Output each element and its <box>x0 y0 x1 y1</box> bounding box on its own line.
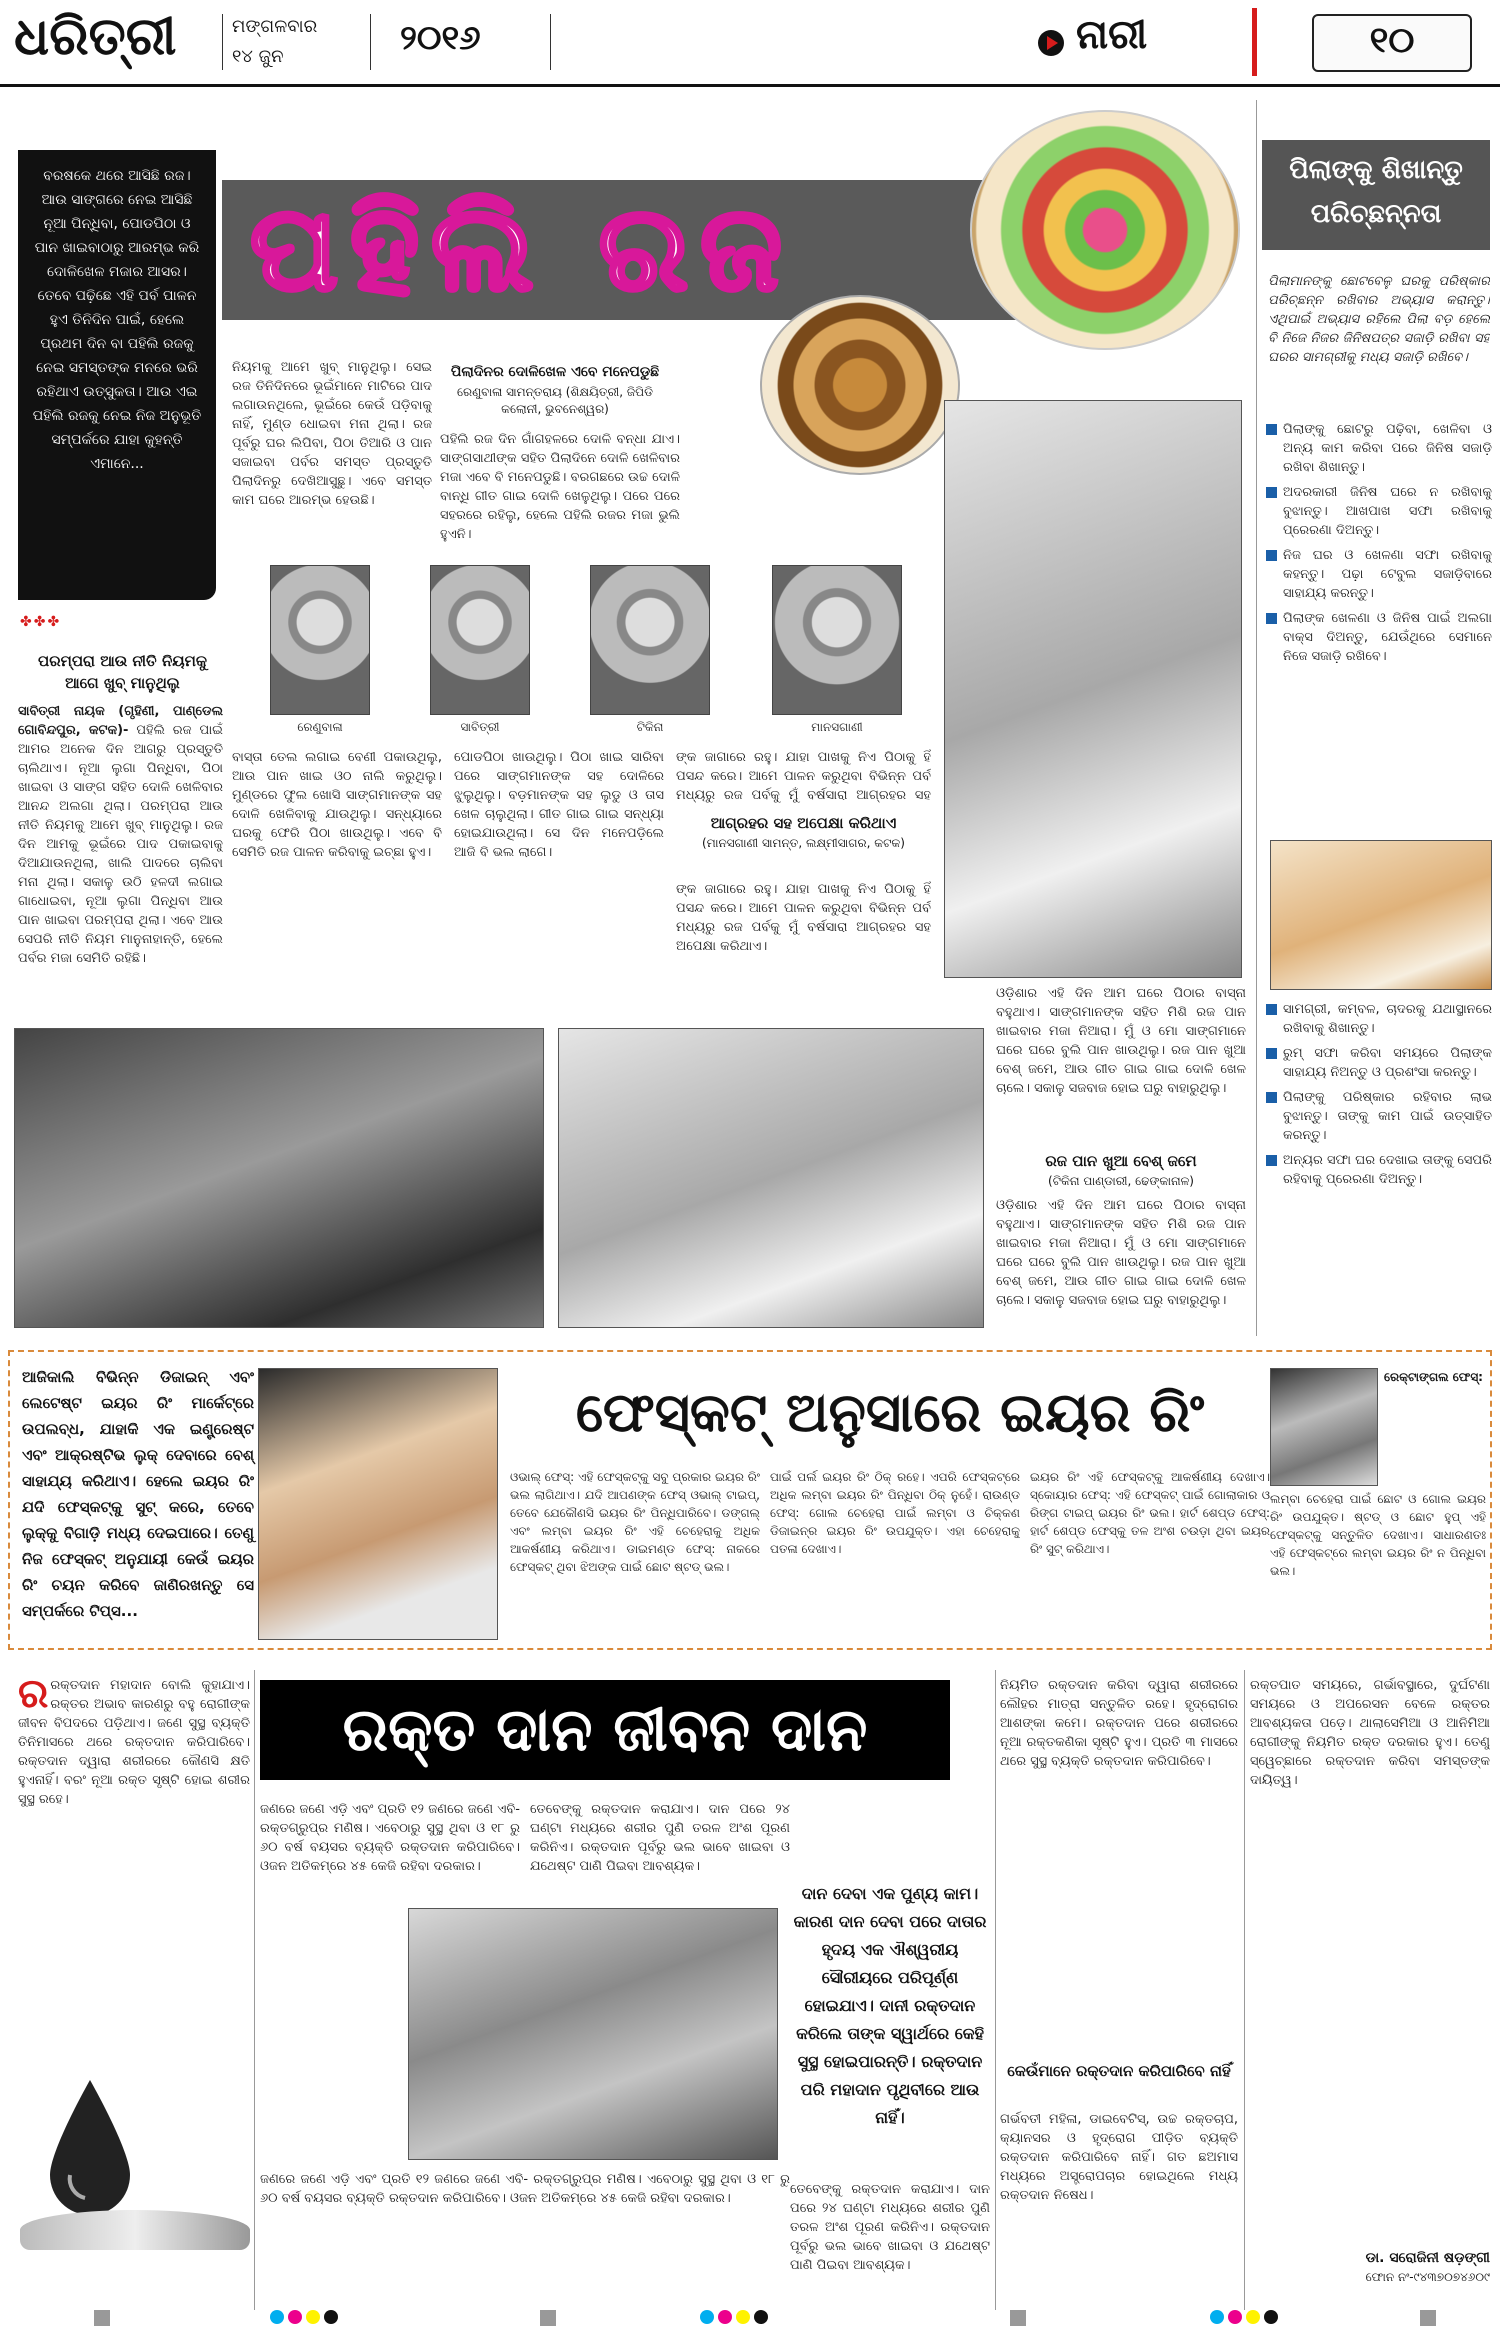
earring-intro <box>22 1364 254 1624</box>
earring-side <box>1384 1368 1488 1386</box>
portrait-caption: ଟିକିନା <box>636 720 664 734</box>
blood-intro-col <box>18 1676 250 2026</box>
portrait-photo <box>430 565 530 715</box>
decor-left-dots: ✤✤✤ <box>20 614 62 630</box>
earring-title: ଫେସ୍‌କଟ୍ ଅନୁସାରେ ଇୟର ରିଂ <box>575 1381 1205 1444</box>
raja-bottom-col2 <box>454 748 664 1018</box>
kids-tip <box>1266 546 1492 603</box>
kids-bottom-tips <box>1266 1000 1492 1330</box>
agrah-heading-block <box>676 812 931 852</box>
blood-col3-body: ତେବେଙ୍କୁ ରକ୍ତଦାନ କରାଯାଏ। ଦାନ ପରେ ୨୪ ଘଣ୍ଟା ମଧ୍ୟରେ ଶରୀର ପୁଣି ତରଳ ଅଂଶ ପୂରଣ କରିନିଏ। ରକ୍ତଦାନ ପୂର୍ବରୁ ଭଲ ଭାବେ ଖାଇବା ଓ ଯଥେଷ୍ଟ ପାଣି ପିଇବା ଆବଶ୍ୟକ। <box>530 1802 790 1874</box>
blood-col5 <box>1250 1676 1490 2196</box>
portrait-photo <box>270 565 370 715</box>
earring-col2 <box>770 1468 1020 1638</box>
raja-subheading-left <box>30 650 215 694</box>
blood-signature-name: ଡା. ସରୋଜିନୀ ଷଡ଼ଙ୍ଗୀ <box>1365 2250 1490 2266</box>
pan-body: ଓଡ଼ିଶାର ଏହି ଦିନ ଆମ ଘରେ ପିଠାର ବାସ୍ନା ବହୁଥାଏ। ସାଙ୍ଗମାନଙ୍କ ସହିତ ମିଶି ରଜ ପାନ ଖାଇବାର ମଜା ନିଆରା। ମୁଁ ଓ ମୋ ସାଙ୍ଗମାନେ ଘରେ ଘରେ ବୁଲି ପାନ ଖାଉଥିଲୁ। ରଜ ପାନ ଖୁଆ ବେଶ୍ ଜମେ, ଆଉ ଗୀତ ଗାଇ ଗାଇ ଦୋଳି ଖେଳ ଚାଲେ। ସକାଳୁ ସଜବାଜ ହୋଇ ଘରୁ ବାହାରୁଥିଲୁ। <box>996 1198 1246 1308</box>
kids-tip-text: ନିଜ ଘର ଓ ଖେଳଣା ସଫା ରଖିବାକୁ କହନ୍ତୁ। ପଢ଼ା ଟେବୁଲ ସଜାଡ଼ିବାରେ ସାହାଯ୍ୟ କରନ୍ତୁ। <box>1283 548 1492 601</box>
dolikhela-heading-block <box>440 362 670 418</box>
swing-photo-wide-mid <box>558 1028 984 1328</box>
registration-square <box>94 2310 110 2326</box>
earring-side-heading: ରେକ୍ଟାଙ୍ଗଲ ଫେସ୍: <box>1384 1370 1483 1384</box>
blood-intro-text: ରକ୍ତଦାନ ମହାଦାନ ବୋଲି କୁହାଯାଏ। ରକ୍ତର ଅଭାବ କାରଣରୁ ବହୁ ରୋଗୀଙ୍କ ଜୀବନ ବିପଦରେ ପଡ଼ିଥାଏ। ଜଣେ ସୁସ୍ଥ ବ୍ୟକ୍ତି ତିନିମାସରେ ଥରେ ରକ୍ତଦାନ କରିପାରିବେ। ରକ୍ତଦାନ ଦ୍ୱାରା ଶରୀରରେ କୌଣସି କ୍ଷତି ହୁଏନାହିଁ। ବରଂ ନୂଆ ରକ୍ତ ସୃଷ୍ଟି ହୋଇ ଶରୀର ସୁସ୍ଥ ରହେ। <box>18 1678 250 1807</box>
kids-tip <box>1266 1044 1492 1082</box>
blood-col4b <box>1000 2110 1238 2320</box>
agrah-byline: (ମାନସଗାଣୀ ସାମନ୍ତ, ଲକ୍ଷ୍ମୀସାଗର, କଟକ) <box>702 836 905 850</box>
earring-col3-body: ଇୟର ରିଂ ଏହି ଫେସ୍‌କଟ୍‌କୁ ଆକର୍ଷଣୀୟ ଦେଖାଏ। ସ୍କୋୟାର ଫେସ୍: ଏହି ଫେସ୍‌କଟ୍ ପାଇଁ ଗୋଲାକାର ଓ ରିଙ୍ଗ ଟାଇପ୍ ଇୟର ରିଂ ଭଲ। ହାର୍ଟ ଶେପ୍‌ଡ ଫେସ୍: ହାର୍ଟ ଶେପ୍‌ଡ ଫେସ୍‌କୁ ତଳ ଅଂଶ ଚଉଡ଼ା ଥିବା ଇୟର ରିଂ ସୁଟ୍ କରିଥାଏ। <box>1030 1470 1270 1556</box>
pan-text <box>996 1196 1246 1326</box>
pan-heading: ରଜ ପାନ ଖୁଆ ବେଶ୍ ଜମେ <box>1045 1152 1197 1170</box>
kid-cleaning-photo <box>1270 840 1492 990</box>
column-rule <box>995 1670 996 2310</box>
earring-side-text <box>1270 1490 1486 1640</box>
blood-col2-bottom-body: ଜଣରେ ଜଣେ ଏଡ଼ି ଏବଂ ପ୍ରତି ୧୨ ଜଣରେ ଜଣେ ଏବି- ରକ୍ତଗ୍ରୁପ୍‌ର ମଣିଷ। ଏବେଠାରୁ ସୁସ୍ଥ ଥିବା ଓ ୧୮ ରୁ ୬୦ ବର୍ଷ ବୟସର ବ୍ୟକ୍ତି ରକ୍ତଦାନ କରିପାରିବେ। ଓଜନ ଅତିକମ୍‌ରେ ୪୫ କେଜି ରହିବା ଦରକାର। <box>260 2172 790 2206</box>
kids-heading-box <box>1262 140 1490 250</box>
play-icon <box>1038 30 1064 56</box>
portrait-photo <box>590 565 710 715</box>
earring-intro-text: ଆଜିକାଲି ବିଭିନ୍ନ ଡିଜାଇନ୍ ଏବଂ ଲେଟେଷ୍ଟ ଇୟର ରିଂ ମାର୍କେଟ୍‌ରେ ଉପଲବ୍ଧ, ଯାହାକି ଏକ ଇଣ୍ଟ୍ରେଷ୍ଟ ଏବଂ ଆକ୍ରଷ୍ଟିଭ ଲୁକ୍ ଦେବାରେ ବେଶ୍ ସାହାଯ୍ୟ କରିଥାଏ। ହେଲେ ଇୟର ରିଂ ଯଦି ଫେସ୍‌କଟ୍‌କୁ ସୁଟ୍ କରେ, ତେବେ ଲୁକ୍‌କୁ ବିଗାଡ଼ି ମଧ୍ୟ ଦେଇପାରେ। ତେଣୁ ନିଜ ଫେସ୍‌କଟ୍ ଅନୁଯାୟୀ କେଉଁ ଇୟର ରିଂ ଚୟନ କରିବେ ଜାଣିରଖନ୍ତୁ ସେ ସମ୍ପର୍କରେ ଟିପ୍ସ... <box>22 1368 254 1620</box>
registration-dots <box>1210 2310 1278 2324</box>
kids-tip-text: ଅନ୍ୟର ସଫା ଘର ଦେଖାଇ ତାଙ୍କୁ ସେପରି ରହିବାକୁ ପ୍ରେରଣା ଦିଅନ୍ତୁ। <box>1283 1153 1492 1187</box>
paper-logo: ଧରିତ୍ରୀ <box>14 6 177 67</box>
earring-side-body: ଲମ୍ବା ଚେହେରା ପାଇଁ ଛୋଟ ଓ ଗୋଲ ଇୟର ରିଂ ଉପଯୁକ୍ତ। ଷ୍ଟଡ୍ ଓ ଛୋଟ ହୁପ୍ ଏହି ଫେସ୍‌କଟ୍‌କୁ ସନ୍ତୁଳିତ ଦେଖାଏ। ସାଧାରଣତଃ ଏହି ଫେସ୍‌କଟ୍‌ରେ ଲମ୍ବା ଇୟର ରିଂ ନ ପିନ୍ଧିବା ଭଲ। <box>1270 1492 1486 1578</box>
agrah-intro: ଙ୍କ ଜାଗାରେ ରହୁ। ଯାହା ପାଖକୁ ନିଏ ପିଠାକୁ ହିଁ ପସନ୍ଦ କରେ। ଆମେ ପାଳନ କରୁଥିବା ବିଭିନ୍ନ ପର୍ବ ମଧ୍ୟରୁ ରଜ ପର୍ବକୁ ମୁଁ ବର୍ଷସାରା ଆଗ୍ରହର ସହ <box>676 750 931 803</box>
registration-square <box>1010 2310 1026 2326</box>
food-plate-photo <box>970 110 1240 350</box>
blood-title: ରକ୍ତ ଦାନ ଜୀବନ ଦାନ <box>342 1695 868 1765</box>
raja-col1-text <box>18 702 223 1022</box>
blood-col2-bottom <box>260 2170 790 2320</box>
raja-intro-text: ବରଷକେ ଥରେ ଆସିଛି ରଜ। ଆଉ ସାଙ୍ଗରେ ନେଇ ଆସିଛି ନୂଆ ପିନ୍ଧିବା, ପୋଡପିଠା ଓ ପାନ ଖାଇବାଠାରୁ ଆରମ୍ଭ କରି ଦୋଳିଖେଳ ମଜାର ଆସର। ତେବେ ପଢ଼ିଛେ ଏହି ପର୍ବ ପାଳନ ହୁଏ ତିନିଦିନ ପାଇଁ, ହେଲେ ପ୍ରଥମ ଦିନ ବା ପହିଲି ରଜକୁ ନେଇ ସମସ୍ତଙ୍କ ମନରେ ଭରି ରହିଥାଏ ଉତ୍ସୁକତା। ଆଉ ଏଇ ପହିଲି ରଜକୁ ନେଇ ନିଜ ଅନୁଭୂତି ସମ୍ପର୍କରେ ଯାହା କୁହନ୍ତି ଏମାନେ... <box>32 168 202 472</box>
pan-top-body: ଓଡ଼ିଶାର ଏହି ଦିନ ଆମ ଘରେ ପିଠାର ବାସ୍ନା ବହୁଥାଏ। ସାଙ୍ଗମାନଙ୍କ ସହିତ ମିଶି ରଜ ପାନ ଖାଇବାର ମଜା ନିଆରା। ମୁଁ ଓ ମୋ ସାଙ୍ଗମାନେ ଘରେ ଘରେ ବୁଲି ପାନ ଖାଉଥିଲୁ। ରଜ ପାନ ଖୁଆ ବେଶ୍ ଜମେ, ଆଉ ଗୀତ ଗାଇ ଗାଇ ଦୋଳି ଖେଳ ଚାଲେ। ସକାଳୁ ସଜବାଜ ହୋଇ ଘରୁ ବାହାରୁଥିଲୁ। <box>996 986 1246 1096</box>
ear-closeup-photo <box>1270 1368 1378 1486</box>
earring-col1-body: ଓଭାଲ୍ ଫେସ୍: ଏହି ଫେସ୍‌କଟ୍‌କୁ ସବୁ ପ୍ରକାର ଇୟର ରିଂ ଭଲ ଲାଗିଥାଏ। ଯଦି ଆପଣଙ୍କ ଫେସ୍ ଓଭାଲ୍ ଟାଇପ୍, ତେବେ ଯେକୌଣସି ଇୟର ରିଂ ପିନ୍ଧିପାରିବେ। ଡଙ୍ଗଲ୍ ଏବଂ ଲମ୍ବା ଇୟର ରିଂ ଏହି ଚେହେରାକୁ ଅଧିକ ଆକର୍ଷଣୀୟ କରିଥାଏ। ଡାଇମଣ୍ଡ ଫେସ୍: ନାକରେ ଫେସ୍‌କଟ୍ ଥିବା ଝିଅଙ୍କ ପାଇଁ ଛୋଟ ଷ୍ଟଡ୍ ଭଲ। <box>510 1470 760 1574</box>
kids-tip-text: ସାମଗ୍ରୀ, କମ୍ବଳ, ଚାଦରକୁ ଯଥାସ୍ଥାନରେ ରଖିବାକୁ ଶିଖାନ୍ତୁ। <box>1283 1002 1492 1036</box>
blood-intro-dropcap: ର <box>18 1676 49 1717</box>
agrah-text <box>676 880 931 1020</box>
kids-tip-text: ରୁମ୍ ସଫା କରିବା ସମୟରେ ପିଲାଙ୍କ ସାହାଯ୍ୟ ନିଅନ୍ତୁ ଓ ପ୍ରଶଂସା କରନ୍ତୁ। <box>1283 1046 1492 1080</box>
masthead-day: ମଙ୍ଗଳବାର <box>232 16 318 37</box>
raja-bottom-col3 <box>676 748 931 808</box>
masthead-divider <box>370 14 371 70</box>
registration-dots <box>700 2310 768 2324</box>
blood-drop-svg <box>40 2080 140 2230</box>
swing-photo-wide-left <box>14 1028 544 1328</box>
blood-drop-icon <box>40 2080 140 2230</box>
section-red-rule <box>1252 8 1257 76</box>
section-name: ନାରୀ <box>1076 12 1148 58</box>
kids-tip <box>1266 1088 1492 1145</box>
kids-tip-text: ପିଲାଙ୍କୁ ଛୋଟରୁ ପଢ଼ିବା, ଖେଳିବା ଓ ଅନ୍ୟ କାମ କରିବା ପରେ ଜିନିଷ ସଜାଡ଼ି ରଖିବା ଶିଖାନ୍ତୁ। <box>1283 422 1492 475</box>
kids-tip-text: ପିଲାଙ୍କ ଖେଳଣା ଓ ଜିନିଷ ପାଇଁ ଅଲଗା ବାକ୍ସ ଦିଅନ୍ତୁ, ଯେଉଁଥିରେ ସେମାନେ ନିଜେ ସଜାଡ଼ି ରଖିବେ। <box>1283 611 1492 664</box>
earring-col2-body: ପାଇଁ ପର୍ଲ ଇୟର ରିଂ ଠିକ୍ ରହେ। ଏପରି ଫେସ୍‌କଟ୍‌ରେ ଅଧିକ ଲମ୍ବା ଇୟର ରିଂ ପିନ୍ଧିବା ଠିକ୍ ନୁହେଁ। ରାଉଣ୍ଡ ଫେସ୍: ଗୋଲ ଚେହେରା ପାଇଁ ଲମ୍ବା ଓ ଚିକ୍କଣ ଡିଜାଇନ୍‌ର ଇୟର ରିଂ ଉପଯୁକ୍ତ। ଏହା ଚେହେରାକୁ ପତଳା ଦେଖାଏ। <box>770 1470 1020 1556</box>
column-rule <box>1244 1670 1245 2310</box>
dolikhela-byline: ରେଣୁବାଳା ସାମନ୍ତରାୟ (ଶିକ୍ଷୟିତ୍ରୀ, ଜିପିଡି କଲୋନୀ, ଭୁବନେଶ୍ୱର) <box>457 385 653 416</box>
portrait-photo <box>772 565 902 715</box>
kids-intro-text: ପିଲାମାନଙ୍କୁ ଛୋଟବେଳୁ ଘରକୁ ପରିଷ୍କାର ପରିଚ୍ଛନ୍ନ ରଖିବାର ଅଭ୍ୟାସ କରାନ୍ତୁ। ଏଥିପାଇଁ ଅଭ୍ୟାସ ରହିଲେ ପିଲା ବଡ଼ ହେଲେ ବି ନିଜେ ନିଜର ଜିନିଷପତ୍ର ସଜାଡ଼ି ରଖିବା ସହ ଘରର ସାମଗ୍ରୀକୁ ମଧ୍ୟ ସଜାଡ଼ି ରଖିବେ। <box>1268 274 1490 365</box>
kids-tip-text: ପିଲାଙ୍କୁ ପରିଷ୍କାର ରହିବାର ଲାଭ ବୁଝାନ୍ତୁ। ତାଙ୍କୁ କାମ ପାଇଁ ଉତ୍ସାହିତ କରନ୍ତୁ। <box>1283 1090 1492 1143</box>
registration-square <box>540 2310 556 2326</box>
swing-photo-vertical <box>944 400 1242 978</box>
raja-bottom-col1 <box>232 748 442 1018</box>
dolikhela-body: ପହିଲି ରଜ ଦିନ ଗାଁଗହଳରେ ଦୋଳି ବନ୍ଧା ଯାଏ। ସାଙ୍ଗସାଥୀଙ୍କ ସହିତ ପିଲାଦିନେ ଦୋଳି ଖେଳିବାର ମଜା ଏବେ ବି ମନେପଡୁଛି। ବରଗଛରେ ଉଚ୍ଚ ଦୋଳି ବାନ୍ଧି ଗୀତ ଗାଇ ଦୋଳି ଖେଳୁଥିଲୁ। ପରେ ପରେ ସହରରେ ରହିଲୁ, ହେଲେ ପହିଲି ରଜର ମଜା ଭୁଲି ହୁଏନି। <box>440 432 680 542</box>
raja-title: ପହିଲି ରଜ <box>250 179 794 317</box>
blood-col2-body: ଜଣରେ ଜଣେ ଏଡ଼ି ଏବଂ ପ୍ରତି ୧୨ ଜଣରେ ଜଣେ ଏବି- ରକ୍ତଗ୍ରୁପ୍‌ର ମଣିଷ। ଏବେଠାରୁ ସୁସ୍ଥ ଥିବା ଓ ୧୮ ରୁ ୬୦ ବର୍ଷ ବୟସର ବ୍ୟକ୍ତି ରକ୍ତଦାନ କରିପାରିବେ। ଓଜନ ଅତିକମ୍‌ରେ ୪୫ କେଜି ରହିବା ଦରକାର। <box>260 1802 520 1874</box>
blood-col3-bottom <box>790 2180 990 2320</box>
kids-tip <box>1266 1151 1492 1189</box>
kids-tip <box>1266 1000 1492 1038</box>
masthead <box>0 0 1500 90</box>
registration-dots <box>270 2310 338 2324</box>
portrait-caption: ମାନସଗାଣୀ <box>811 720 863 734</box>
blood-col4b-body: ଗର୍ଭବତୀ ମହିଳା, ଡାଇବେଟିସ୍, ଉଚ୍ଚ ରକ୍ତଚାପ, କ୍ୟାନସର ଓ ହୃଦ୍‌ରୋଗ ପୀଡ଼ିତ ବ୍ୟକ୍ତି ରକ୍ତଦାନ କରିପାରିବେ ନାହିଁ। ଗତ ଛଅମାସ ମଧ୍ୟରେ ଅସ୍ତ୍ରୋପଚାର ହୋଇଥିଲେ ମଧ୍ୟ ରକ୍ତଦାନ ନିଷେଧ। <box>1000 2112 1238 2203</box>
portrait-caption: ସାବିତ୍ରୀ <box>460 720 500 734</box>
blood-signature-phone: ଫୋନ ନଂ-୯୪୩୭୦୭୪୬୦୯ <box>1365 2270 1490 2284</box>
kids-tip <box>1266 483 1492 540</box>
blood-col5-body: ରକ୍ତପାତ ସମୟରେ, ଗର୍ଭାବସ୍ଥାରେ, ଦୁର୍ଘଟଣା ସମୟରେ ଓ ଅପରେସନ ବେଳେ ରକ୍ତର ଆବଶ୍ୟକତା ପଡ଼େ। ଥାଲାସେମିଆ ଓ ଆନିମିଆ ରୋଗୀଙ୍କୁ ନିୟମିତ ରକ୍ତ ଦରକାର ହୁଏ। ତେଣୁ ସ୍ୱେଚ୍ଛାରେ ରକ୍ତଦାନ କରିବା ସମସ୍ତଙ୍କ ଦାୟିତ୍ୱ। <box>1250 1678 1490 1788</box>
blood-col4-body: ନିୟମିତ ରକ୍ତଦାନ କରିବା ଦ୍ୱାରା ଶରୀରରେ ଲୌହର ମାତ୍ରା ସନ୍ତୁଳିତ ରହେ। ହୃଦ୍‌ରୋଗର ଆଶଙ୍କା କମେ। ରକ୍ତଦାନ ପରେ ଶରୀରରେ ନୂଆ ରକ୍ତକଣିକା ସୃଷ୍ଟି ହୁଏ। ପ୍ରତି ୩ ମାସରେ ଥରେ ସୁସ୍ଥ ବ୍ୟକ୍ତି ରକ୍ତଦାନ କରିପାରିବେ। <box>1000 1678 1238 1769</box>
masthead-divider <box>222 14 223 70</box>
sidebar-divider <box>1256 100 1257 1336</box>
dolikhela-text <box>440 430 680 560</box>
kids-tip-text: ଅଦରକାରୀ ଜିନିଷ ଘରେ ନ ରଖିବାକୁ ବୁଝାନ୍ତୁ। ଆଖପାଖ ସଫା ରଖିବାକୁ ପ୍ରେରଣା ଦିଅନ୍ତୁ। <box>1283 485 1492 538</box>
blood-quote-text: ଦାନ ଦେବା ଏକ ପୁଣ୍ୟ କାମ। କାରଣ ଦାନ ଦେବା ପରେ ଦାତାର ହୃଦୟ ଏକ ଐଶ୍ୱରୀୟ ସୌରୀୟରେ ପରିପୂର୍ଣ୍ଣ ହୋଇଯାଏ। ଦାନୀ ରକ୍ତଦାନ କରିଲେ ତାଙ୍କ ସ୍ୱାର୍ଥରେ କେହି ସୁସ୍ଥ ହୋଇପାରନ୍ତି। ରକ୍ତଦାନ ପରି ମହାଦାନ ପୃଥିବୀରେ ଆଉ ନାହିଁ। <box>793 1884 987 2127</box>
kids-tips-list <box>1266 420 1492 840</box>
masthead-year: ୨୦୧୬ <box>400 18 481 58</box>
column-rule <box>254 1670 255 2310</box>
dolikhela-heading: ପିଲାଦିନର ଦୋଳିଖେଳ ଏବେ ମନେପଡୁଛି <box>450 364 660 380</box>
model-earring-photo <box>258 1368 498 1640</box>
raja-bottom-col1-body: ବାସ୍ତା ତେଲ ଲଗାଇ ବେଣୀ ପକାଉଥିଲୁ, ଆଉ ପାନ ଖାଇ ଓଠ ନାଲି କରୁଥିଲୁ। ମୁଣ୍ଡରେ ଫୁଲ ଖୋସି ସାଙ୍ଗମାନଙ୍କ ସହ ଦୋଳି ଖେଳିବାକୁ ଯାଉଥିଲୁ। ସନ୍ଧ୍ୟାରେ ଘରକୁ ଫେରି ପିଠା ଖାଉଥିଲୁ। ଏବେ ବି ସେମିତି ରଜ ପାଳନ କରିବାକୁ ଇଚ୍ଛା ହୁଏ। <box>232 750 442 860</box>
pan-heading-block <box>996 1150 1246 1190</box>
masthead-divider <box>550 14 551 70</box>
registration-square <box>1420 2310 1436 2326</box>
pan-byline: (ଟିକିନା ପାଣ୍ଡାରୀ, ଢେଙ୍କାନାଳ) <box>1048 1174 1194 1188</box>
blood-col4 <box>1000 1676 1238 2056</box>
blood-col3-bottom-body: ତେବେଙ୍କୁ ରକ୍ତଦାନ କରାଯାଏ। ଦାନ ପରେ ୨୪ ଘଣ୍ଟା ମଧ୍ୟରେ ଶରୀର ପୁଣି ତରଳ ଅଂଶ ପୂରଣ କରିନିଏ। ରକ୍ତଦାନ ପୂର୍ବରୁ ଭଲ ଭାବେ ଖାଇବା ଓ ଯଥେଷ୍ଟ ପାଣି ପିଇବା ଆବଶ୍ୟକ। <box>790 2182 990 2273</box>
pan-top-text <box>996 984 1246 1144</box>
agrah-heading: ଆଗ୍ରହର ସହ ଅପେକ୍ଷା କରିଥାଏ <box>710 814 897 832</box>
masthead-date: ୧୪ ଜୁନ <box>232 46 284 67</box>
raja-intro-box <box>18 150 216 600</box>
page-number-box <box>1312 14 1472 72</box>
raja-bottom-col2-body: ପୋଡପିଠା ଖାଉଥିଲୁ। ପିଠା ଖାଇ ସାରିବା ପରେ ସାଙ୍ଗମାନଙ୍କ ସହ ଦୋଳିରେ ଝୁଲୁଥିଲୁ। ବଡ଼ମାନଙ୍କ ସହ ଲୁଡୁ ଓ ତାସ ଖେଳ ଚାଲୁଥିଲା। ଗୀତ ଗାଇ ଗାଇ ସନ୍ଧ୍ୟା ହୋଇଯାଉଥିଲା। ସେ ଦିନ ମନେପଡ଼ିଲେ ଆଜି ବି ଭଲ ଲାଗେ। <box>454 750 664 860</box>
pitha-photo <box>760 295 960 475</box>
raja-col2-body: ନିୟମକୁ ଆମେ ଖୁବ୍ ମାନୁଥିଲୁ। ସେଇ ରଜ ତିନିଦିନରେ ଭୂଇଁମାନେ ମାଟିରେ ପାଦ ଲଗାଉନଥିଲେ, ଭୂଇଁରେ କେଉଁ ପଡ଼ିବାକୁ ନାହିଁ, ମୁଣ୍ଡ ଧୋଇବା ମନା ଥିଲା। ରଜ ପୂର୍ବରୁ ଘର ଲିପିବା, ପିଠା ତିଆରି ଓ ପାନ ସଜାଇବା ପର୍ବର ସମସ୍ତ ପ୍ରସ୍ତୁତି ପିଲାଦିନରୁ ଦେଖିଆସୁଛୁ। ଏବେ ସମସ୍ତ କାମ ଘରେ ଆରମ୍ଭ ହେଉଛି। <box>232 360 432 508</box>
blood-signature <box>1250 2250 1490 2285</box>
raja-col1-byline: ସାବିତ୍ରୀ ନାୟକ (ଗୃହିଣୀ, ପାଣ୍ଡେଲ ଗୋବିନ୍ଦପୁର, କଟକ)- <box>18 704 223 738</box>
portrait-caption: ରେଣୁବାଳା <box>297 720 343 734</box>
blood-quote <box>790 1880 990 2132</box>
kids-tip <box>1266 609 1492 666</box>
kids-heading: ପିଲାଙ୍କୁ ଶିଖାନ୍ତୁ ପରିଚ୍ଛନ୍ନତା <box>1289 155 1463 229</box>
blood-col3 <box>530 1800 790 1920</box>
raja-col2-text <box>232 358 432 558</box>
masthead-rule <box>0 84 1500 87</box>
blood-hand-shape <box>20 2210 250 2250</box>
kids-intro <box>1268 272 1490 412</box>
raja-subheading-left-text: ପରମ୍ପରା ଆଉ ନୀତି ନିୟମକୁ ଆଗେ ଖୁବ୍ ମାନୁଥିଲୁ <box>38 652 207 692</box>
earring-col1 <box>510 1468 760 1638</box>
agrah-body: ଙ୍କ ଜାଗାରେ ରହୁ। ଯାହା ପାଖକୁ ନିଏ ପିଠାକୁ ହିଁ ପସନ୍ଦ କରେ। ଆମେ ପାଳନ କରୁଥିବା ବିଭିନ୍ନ ପର୍ବ ମଧ୍ୟରୁ ରଜ ପର୍ବକୁ ମୁଁ ବର୍ଷସାରା ଆଗ୍ରହର ସହ ଅପେକ୍ଷା କରିଥାଏ। <box>676 882 931 954</box>
raja-col1-body: ପହିଲି ରଜ ପାଇଁ ଆମର ଅନେକ ଦିନ ଆଗରୁ ପ୍ରସ୍ତୁତି ଚାଲିଥାଏ। ନୂଆ ଲୁଗା ପିନ୍ଧିବା, ପିଠା ଖାଇବା ଓ ସାଙ୍ଗ ସହିତ ଦୋଳି ଖେଳିବାର ଆନନ୍ଦ ଅଲଗା ଥିଲା। ପରମ୍ପରା ଆଉ ନୀତି ନିୟମକୁ ଆମେ ଖୁବ୍ ମାନୁଥିଲୁ। ରଜ ଦିନ ଆମକୁ ଭୂଇଁରେ ପାଦ ପକାଇବାକୁ ଦିଆଯାଉନଥିଲା, ଖାଲି ପାଦରେ ଚାଲିବା ମନା ଥିଲା। ସକାଳୁ ଉଠି ହଳଦୀ ଲଗାଇ ଗାଧୋଇବା, ନୂଆ ଲୁଗା ପିନ୍ଧିବା ଆଉ ପାନ ଖାଇବା ପରମ୍ପରା ଥିଲା। ଏବେ ଆଉ ସେପରି ନୀତି ନିୟମ ମାନୁନାହାନ୍ତି, ହେଲେ ପର୍ବର ମଜା ସେମିତି ରହିଛି। <box>18 723 223 966</box>
blood-donor-photo <box>408 1908 778 2160</box>
earring-col3 <box>1030 1468 1270 1638</box>
blood-col4-heading: କେଉଁମାନେ ରକ୍ତଦାନ କରିପାରିବେ ନାହିଁ <box>1007 2062 1231 2080</box>
kids-tip <box>1266 420 1492 477</box>
page-number: ୧୦ <box>1369 20 1415 61</box>
